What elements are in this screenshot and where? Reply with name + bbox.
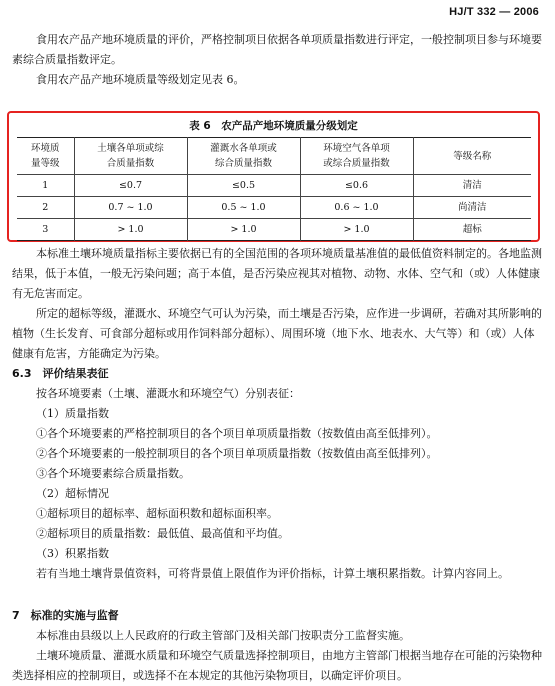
paragraph-soil-standard: 本标准土壤环境质量指标主要依据已有的全国范围的各项环境质量基准值的最低值资料制定的。各地监测结果，低于本值，一般无污染问题；高于本值，是否污染应视其对植物、动物、水体、空气和（或）人体健康有无危害而定。	[12, 247, 542, 300]
table-cell: 3	[17, 219, 74, 241]
header-water-index: 灌溉水各单项或 综合质量指数	[187, 138, 300, 175]
table-cell: > 1.0	[187, 219, 300, 241]
section-heading-7: 7 标准的实施与监督	[12, 609, 119, 622]
text-line: ①超标项目的超标率、超标面积数和超标面积率。	[36, 507, 278, 520]
table-cell: 0.7 ~ 1.0	[74, 197, 187, 219]
header-air-index: 环境空气各单项 或综合质量指数	[300, 138, 413, 175]
table-cell: ≤0.7	[74, 175, 187, 197]
text-line: ①各个环境要素的严格控制项目的各个项目单项质量指数（按数值由高至低排列）。	[36, 427, 438, 440]
table-cell: > 1.0	[300, 219, 413, 241]
table-cell: ≤0.6	[300, 175, 413, 197]
table-cell: 0.5 ~ 1.0	[187, 197, 300, 219]
text-line: ③各个环境要素综合质量指数。	[36, 467, 190, 480]
document-code: HJ/T 332 — 2006	[449, 6, 539, 18]
table-cell: 2	[17, 197, 74, 219]
table-row	[17, 175, 531, 197]
intro-paragraph-1: 食用农产品产地环境质量的评价，严格控制项目依据各单项质量指数进行评定，一般控制项目参与环境要素综合质量指数评定。	[12, 33, 542, 66]
table-title: 表 6 农产品产地环境质量分级划定	[189, 120, 358, 132]
header-grade-name: 等级名称	[413, 138, 531, 175]
table-cell: 清洁	[413, 175, 531, 197]
text-line: ②各个环境要素的一般控制项目的各个项目单项质量指数（按数值由高至低排列）。	[36, 447, 438, 460]
header-soil-index: 土壤各单项或综 合质量指数	[74, 138, 187, 175]
table-row	[17, 219, 531, 241]
text-line: （2）超标情况	[36, 487, 109, 500]
highlighted-table-frame	[7, 111, 540, 242]
text-line: 按各环境要素（土壤、灌溉水和环境空气）分别表征：	[36, 387, 300, 400]
table-cell: 1	[17, 175, 74, 197]
table-cell: > 1.0	[74, 219, 187, 241]
environment-quality-grade-table	[17, 137, 531, 241]
table-cell: 超标	[413, 219, 531, 241]
header-grade: 环境质 量等级	[17, 138, 74, 175]
table-cell: 0.6 ~ 1.0	[300, 197, 413, 219]
table-row	[17, 197, 531, 219]
text-line: （1）质量指数	[36, 407, 109, 420]
text-line: 本标准由县级以上人民政府的行政主管部门及相关部门按职责分工监督实施。	[36, 629, 410, 642]
text-line: ②超标项目的质量指数：最低值、最高值和平均值。	[36, 527, 289, 540]
text-line: （3）积累指数	[36, 547, 109, 560]
intro-paragraph-2: 食用农产品产地环境质量等级划定见表 6。	[36, 73, 245, 86]
paragraph-accumulation: 若有当地土壤背景值资料，可将背景值上限值作为评价指标，计算土壤积累指数。计算内容同上。	[36, 567, 509, 580]
paragraph-control-items: 土壤环境质量、灌溉水质量和环境空气质量选择控制项目，由地方主管部门根据当地存在可能的污染物种类选择相应的控制项目，或选择不在本规定的其他污染物项目，以确定评价项目。	[12, 649, 542, 682]
table-cell: ≤0.5	[187, 175, 300, 197]
section-heading-6-3: 6.3 评价结果表征	[12, 367, 109, 380]
paragraph-exceed-grade: 所定的超标等级，灌溉水、环境空气可认为污染，而土壤是否污染，应作进一步调研，若确对其所影响的植物（生长发育、可食部分超标或用作饲料部分超标）、周围环境（地下水、地表水、大气等）和（或）人体健康有危害，方能确定为污染。	[12, 307, 542, 360]
table-cell: 尚清洁	[413, 197, 531, 219]
